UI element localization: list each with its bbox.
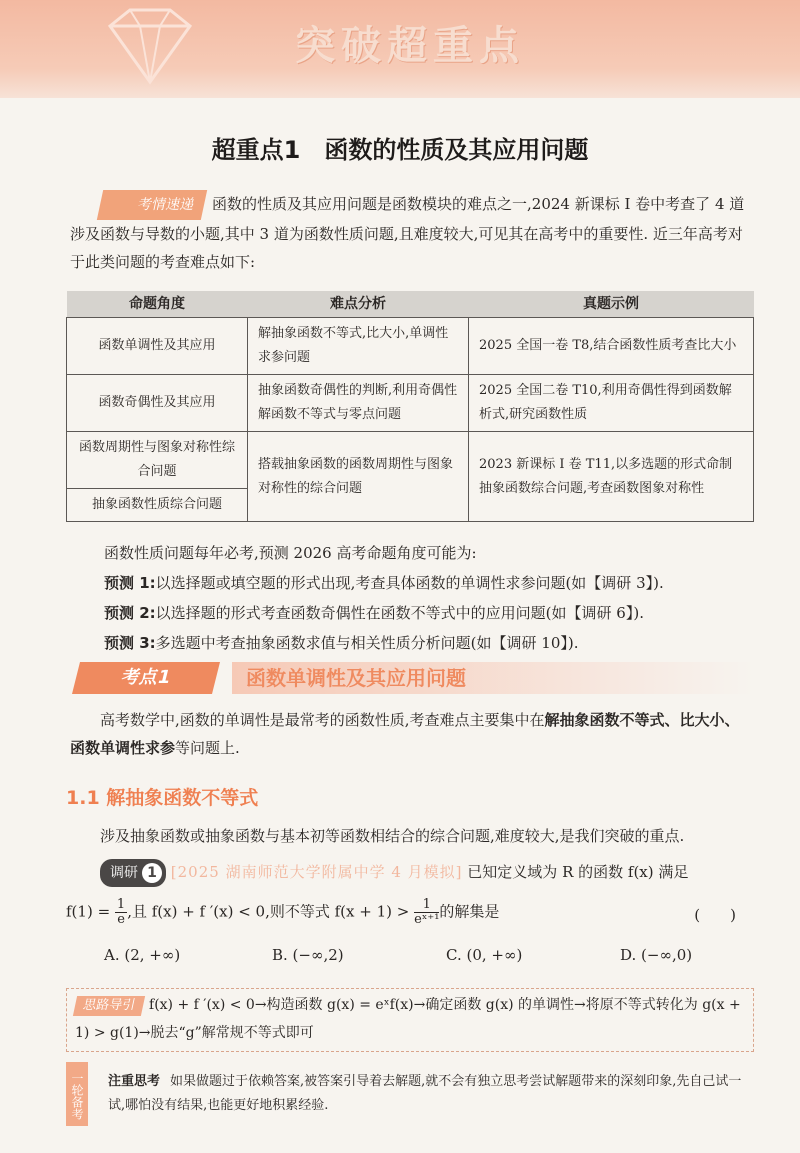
diaoyan-tag: [100, 859, 166, 887]
table-cell-example: 2023 新课标 Ⅰ 卷 T11,以多选题的形式命制抽象函数综合问题,考查函数图象对称性: [469, 432, 754, 522]
choice-a: A. (2, +∞): [104, 946, 181, 964]
table-row: [67, 318, 754, 375]
table-cell-angle: 函数奇偶性及其应用: [67, 375, 248, 432]
table-cell-example: 2025 全国一卷 T8,结合函数性质考查比大小: [469, 318, 754, 375]
prediction-text: 多选题中考查抽象函数求值与相关性质分析问题(如【调研 10】).: [155, 634, 579, 652]
question-line: [66, 898, 756, 927]
note-title: 注重思考: [108, 1074, 161, 1089]
intro-paragraph: [70, 190, 750, 276]
prediction-label: 预测 2:: [104, 604, 156, 622]
diaoyan-number: 1: [142, 863, 162, 883]
intro-text: 函数的性质及其应用问题是函数模块的难点之一,2024 新课标 Ⅰ 卷中考查了 4 道涉及函数与导数的小题,其中 3 道为函数性质问题,且难度较大,可见其在高考中的重要性. 近三年高考对于此类问题的考查难点如下:: [70, 195, 745, 271]
table-cell-analysis: 抽象函数奇偶性的判断,利用奇偶性解函数不等式与零点问题: [248, 375, 469, 432]
diamond-icon: [95, 6, 205, 86]
table-cell-angle: 抽象函数性质综合问题: [67, 489, 248, 522]
section-title: 超重点1 函数的性质及其应用问题: [211, 136, 589, 164]
table-row: [67, 375, 754, 432]
kaodian-intro: [70, 706, 750, 762]
hint-tag: 思路导引: [73, 996, 145, 1016]
kaodian-intro-post: 等问题上.: [175, 739, 240, 757]
question-part: 的解集是: [439, 902, 500, 921]
question-part: f(1) =: [66, 902, 111, 921]
kaodian-header: [66, 662, 754, 694]
fraction-denominator: eˣ⁺¹: [414, 912, 440, 927]
table-cell-example: 2025 全国二卷 T10,利用奇偶性得到函数解析式,研究函数性质: [469, 375, 754, 432]
note-text: 如果做题过于依赖答案,被答案引导着去解题,就不会有独立思考尝试解题带来的深刻印象,先自己试一试,哪怕没有结果,也能更好地积累经验.: [108, 1074, 742, 1113]
diaoyan-stem: 已知定义域为 R 的函数 f(x) 满足: [467, 863, 689, 881]
difficulty-table: [66, 291, 754, 522]
fraction-numerator: 1: [116, 897, 126, 912]
fraction: [115, 898, 127, 927]
side-tab: 一轮备考: [66, 1062, 88, 1126]
prediction-label: 预测 1:: [104, 574, 156, 592]
table-cell-angle: 函数单调性及其应用: [67, 318, 248, 375]
choice-b: B. (−∞,2): [272, 946, 344, 964]
choice-c: C. (0, +∞): [446, 946, 523, 964]
table-cell-angle: 函数周期性与图象对称性综合问题: [67, 432, 248, 489]
table-cell-analysis: 解抽象函数不等式,比大小,单调性求参问题: [248, 318, 469, 375]
note-box: [108, 1070, 758, 1118]
table-header: 难点分析: [248, 291, 469, 318]
diaoyan-source: [2025 湖南师范大学附属中学 4 月模拟]: [170, 863, 463, 881]
hint-box: [66, 988, 754, 1052]
table-header: 真题示例: [469, 291, 754, 318]
table-cell-analysis: 搭载抽象函数的函数周期性与图象对称性的综合问题: [248, 432, 469, 522]
kaodian-title: 函数单调性及其应用问题: [232, 662, 754, 694]
fraction-numerator: 1: [414, 898, 439, 913]
kaodian-intro-pre: 高考数学中,函数的单调性是最常考的函数性质,考查难点主要集中在: [100, 711, 545, 729]
intro-tag: 考情速递: [97, 190, 207, 220]
prediction-item: [104, 598, 764, 628]
page-banner: [0, 0, 800, 98]
prediction-item: [104, 628, 764, 658]
prediction-item: [104, 568, 764, 598]
answer-paren: ( ): [694, 906, 736, 924]
prediction-text: 以选择题的形式考查函数奇偶性在函数不等式中的应用问题(如【调研 6】).: [155, 604, 644, 622]
subsection-desc: 涉及抽象函数或抽象函数与基本初等函数相结合的综合问题,难度较大,是我们突破的重点.: [100, 827, 685, 845]
kaodian-tag: 考点1: [72, 662, 220, 694]
diaoyan-label: 调研: [110, 865, 138, 881]
question-part: ,且 f(x) + f ′(x) < 0,则不等式 f(x + 1) >: [127, 902, 410, 921]
table-header-row: [67, 291, 754, 318]
hint-text: f(x) + f ′(x) < 0→构造函数 g(x) = eˣf(x)→确定函数 g(x) 的单调性→将原不等式转化为 g(x + 1) > g(1)→脱去“g”解常规不等式即可: [75, 997, 741, 1041]
fraction-denominator: e: [117, 912, 125, 927]
choice-d: D. (−∞,0): [620, 946, 693, 964]
banner-title: 突破超重点: [295, 23, 525, 69]
table-header: 命题角度: [67, 291, 248, 318]
prediction-label: 预测 3:: [104, 634, 156, 652]
subsection-title: 1.1 解抽象函数不等式: [66, 787, 259, 809]
diaoyan-line: [100, 858, 760, 887]
kaodian-intro-bold: 解抽象函数不等式、比大小、函数单调性求参: [70, 711, 740, 757]
table-row: [67, 432, 754, 489]
prediction-text: 以选择题或填空题的形式出现,考查具体函数的单调性求参问题(如【调研 3】).: [155, 574, 664, 592]
fraction: [414, 898, 439, 927]
prediction-lead: 函数性质问题每年必考,预测 2026 高考命题角度可能为:: [104, 544, 477, 562]
